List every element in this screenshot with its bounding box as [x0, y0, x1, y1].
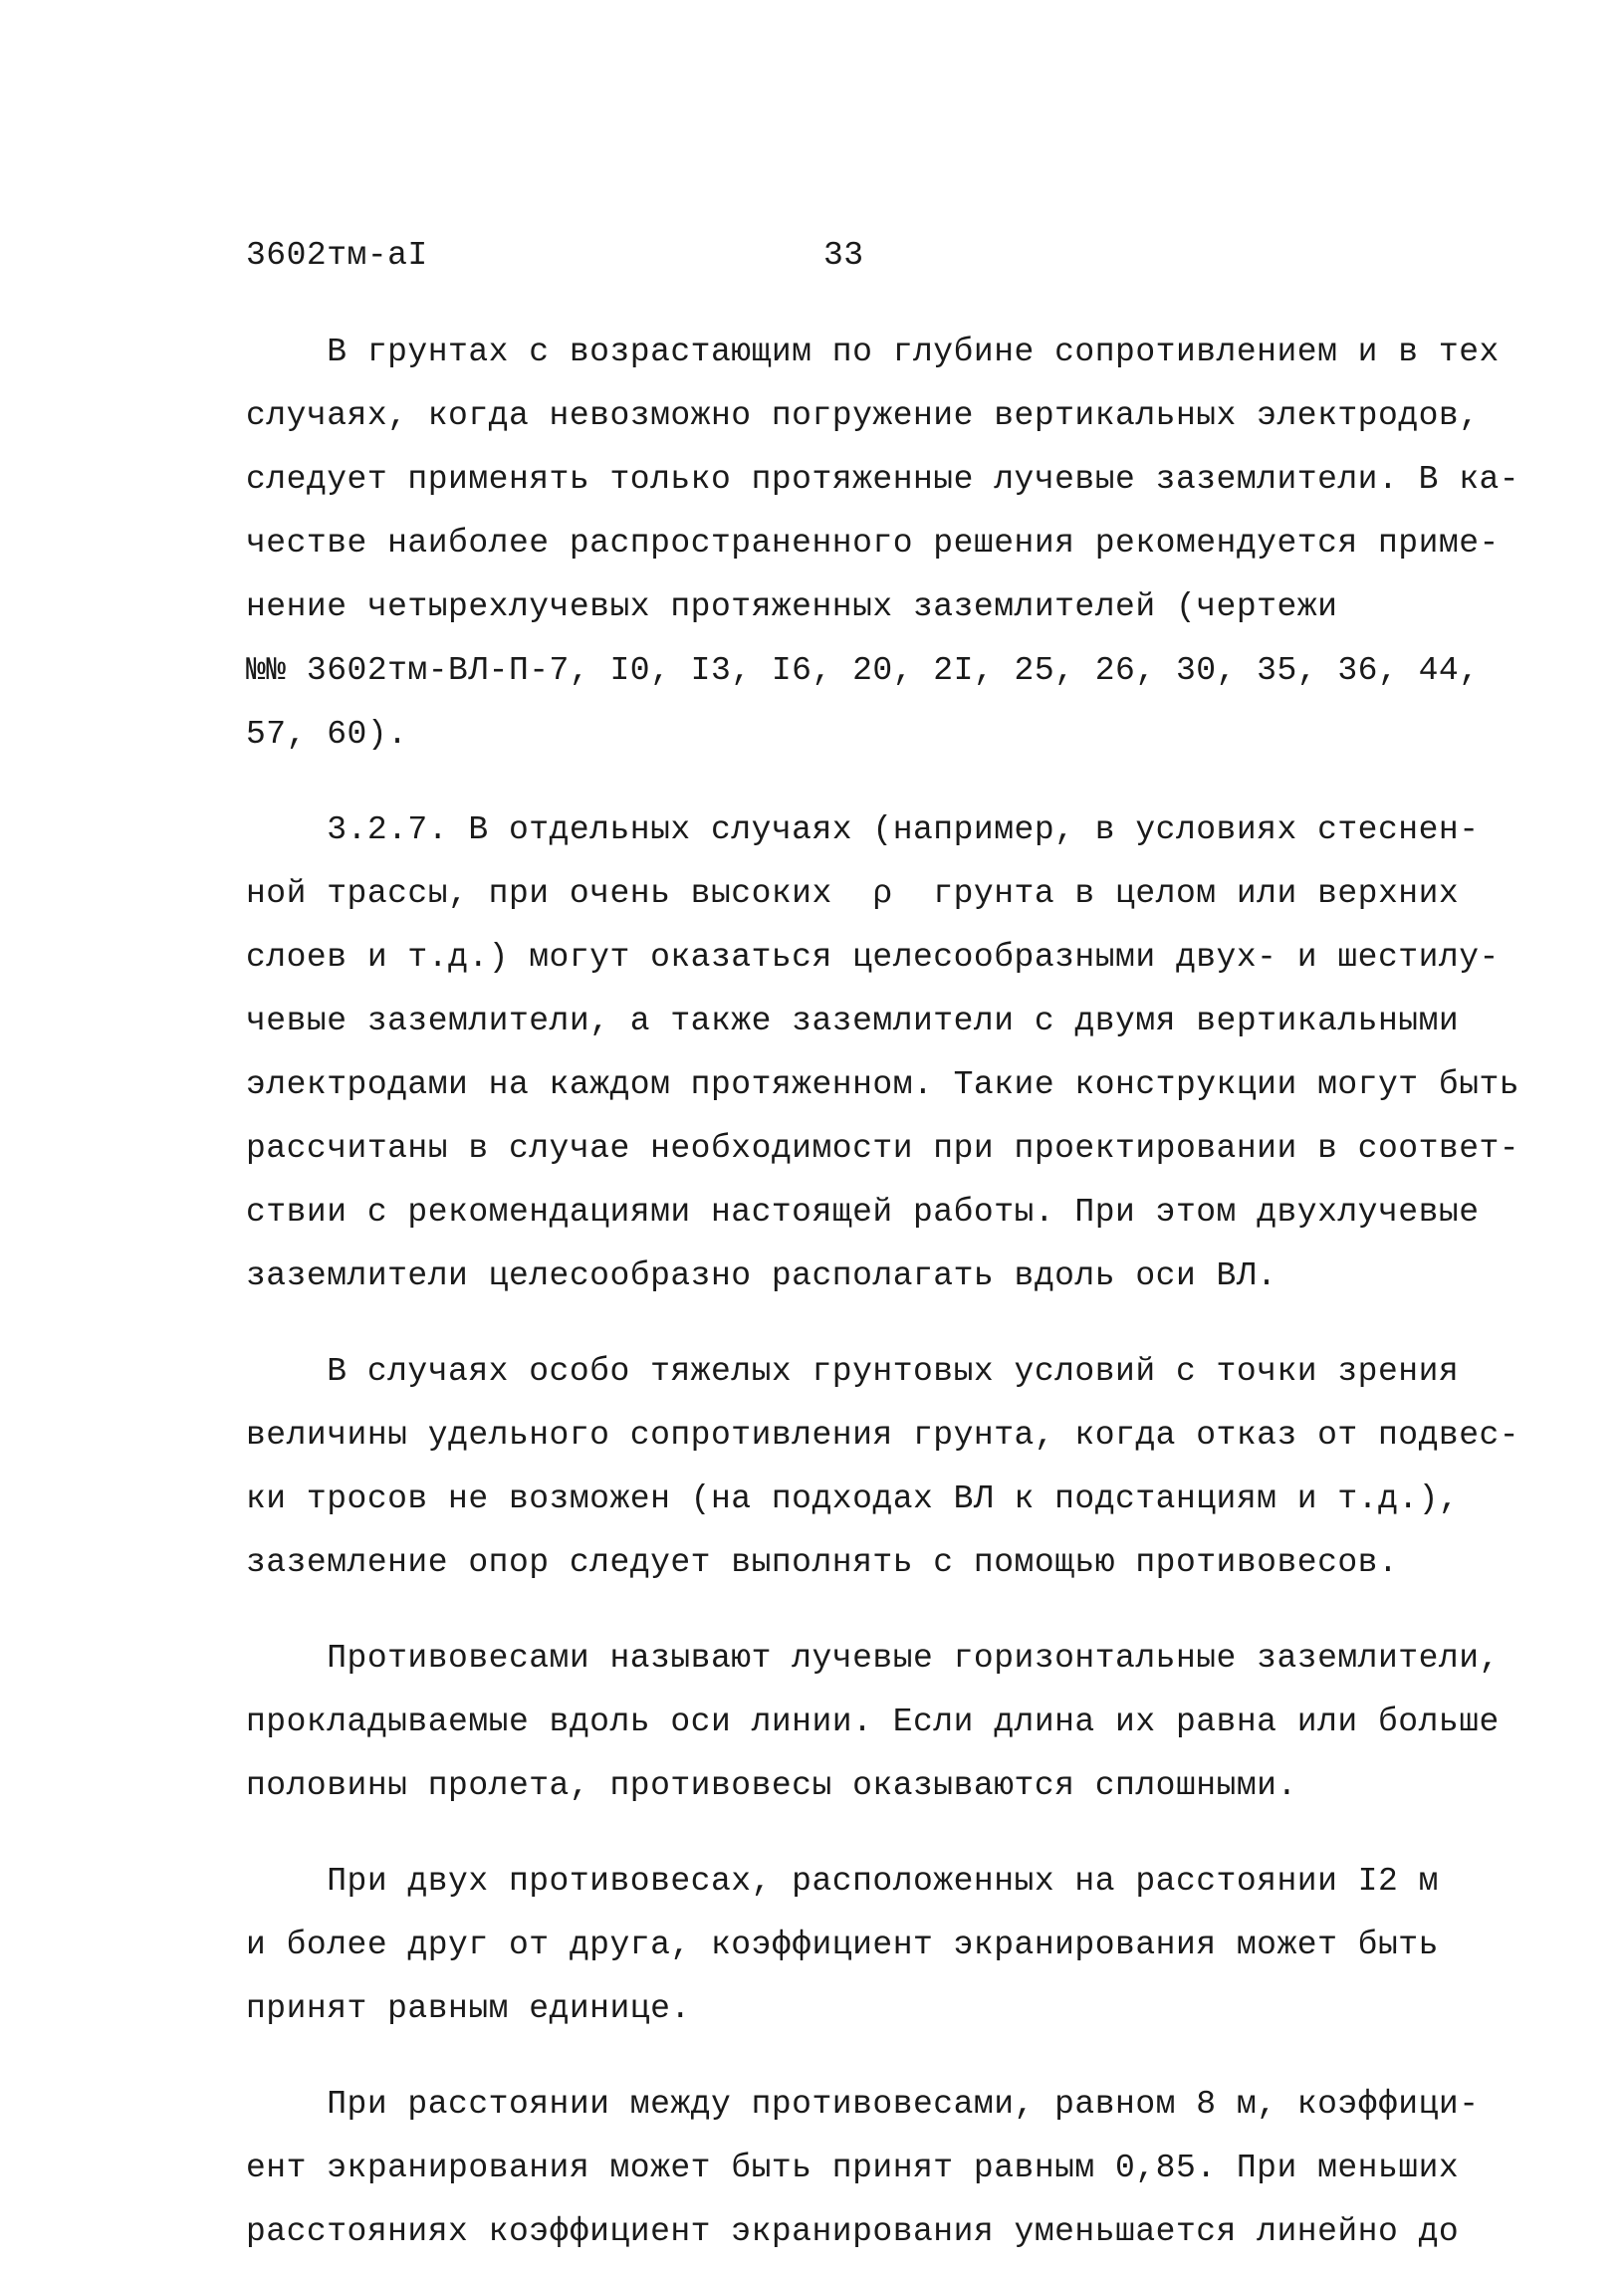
- text-line: половины пролета, противовесы оказываются сплошными.: [246, 1767, 1297, 1804]
- text-line: Противовесами называют лучевые горизонтальные заземлители,: [246, 1640, 1500, 1677]
- paragraph: [246, 2073, 1501, 2264]
- text-line: заземление опор следует выполнять с помощью противовесов.: [246, 1544, 1399, 1581]
- paragraph: [246, 1850, 1501, 2041]
- paragraph-gap: [246, 767, 1501, 798]
- text-line: расстояниях коэффициент экранирования уменьшается линейно до: [246, 2213, 1460, 2250]
- text-line: ной трассы, при очень высоких ρ грунта в целом или верхних: [246, 875, 1460, 912]
- text-line: В грунтах с возрастающим по глубине сопротивлением и в тех: [246, 334, 1500, 370]
- text-line: следует применять только протяженные лучевые заземлители. В ка-: [246, 461, 1520, 498]
- text-line: 57, 60).: [246, 716, 408, 753]
- text-line: ки тросов не возможен (на подходах ВЛ к подстанциям и т.д.),: [246, 1480, 1460, 1517]
- page-number: 33: [823, 237, 864, 274]
- text-line: и более друг от друга, коэффициент экранирования может быть: [246, 1927, 1439, 1963]
- paragraph-gap: [246, 1595, 1501, 1627]
- paragraph-gap: [246, 2041, 1501, 2073]
- text-line: При расстоянии между противовесами, равном 8 м, коэффици-: [246, 2086, 1480, 2123]
- text-line: ент экранирования может быть принят равным 0,85. При меньших: [246, 2150, 1460, 2186]
- text-line: случаях, когда невозможно погружение вертикальных электродов,: [246, 397, 1480, 434]
- page-header: [246, 237, 1491, 287]
- text-line: величины удельного сопротивления грунта, когда отказ от подвес-: [246, 1417, 1520, 1454]
- paragraph: [246, 321, 1520, 767]
- paragraph-gap: [246, 1818, 1501, 1850]
- paragraph: [246, 1627, 1501, 1818]
- text-line: принят равным единице.: [246, 1990, 691, 2027]
- text-line: 3.2.7. В отдельных случаях (например, в условиях стеснен-: [246, 811, 1480, 848]
- paragraph: [246, 1340, 1520, 1595]
- text-line: нение четырехлучевых протяженных заземлителей (чертежи: [246, 588, 1338, 625]
- text-line: В случаях особо тяжелых грунтовых условий с точки зрения: [246, 1353, 1460, 1390]
- text-line: заземлители целесообразно располагать вдоль оси ВЛ.: [246, 1257, 1277, 1294]
- text-line: №№ 3602тм-ВЛ-П-7, I0, I3, I6, 20, 2I, 25, 26, 30, 35, 36, 44,: [246, 652, 1480, 689]
- text-line: ствии с рекомендациями настоящей работы. При этом двухлучевые: [246, 1194, 1480, 1231]
- paragraph-gap: [246, 1308, 1501, 1340]
- text-line: электродами на каждом протяженном. Такие конструкции могут быть: [246, 1066, 1520, 1103]
- text-line: слоев и т.д.) могут оказаться целесообразными двух- и шестилу-: [246, 939, 1500, 976]
- text-line: честве наиболее распространенного решения рекомендуется приме-: [246, 525, 1500, 562]
- document-code: 3602тм-аI: [246, 237, 428, 274]
- body-text: [246, 321, 1520, 2264]
- text-line: прокладываемые вдоль оси линии. Если длина их равна или больше: [246, 1704, 1500, 1740]
- text-line: При двух противовесах, расположенных на расстоянии I2 м: [246, 1863, 1439, 1900]
- paragraph: [246, 798, 1520, 1308]
- text-line: рассчитаны в случае необходимости при проектировании в соответ-: [246, 1130, 1520, 1167]
- text-line: чевые заземлители, а также заземлители с двумя вертикальными: [246, 1003, 1460, 1039]
